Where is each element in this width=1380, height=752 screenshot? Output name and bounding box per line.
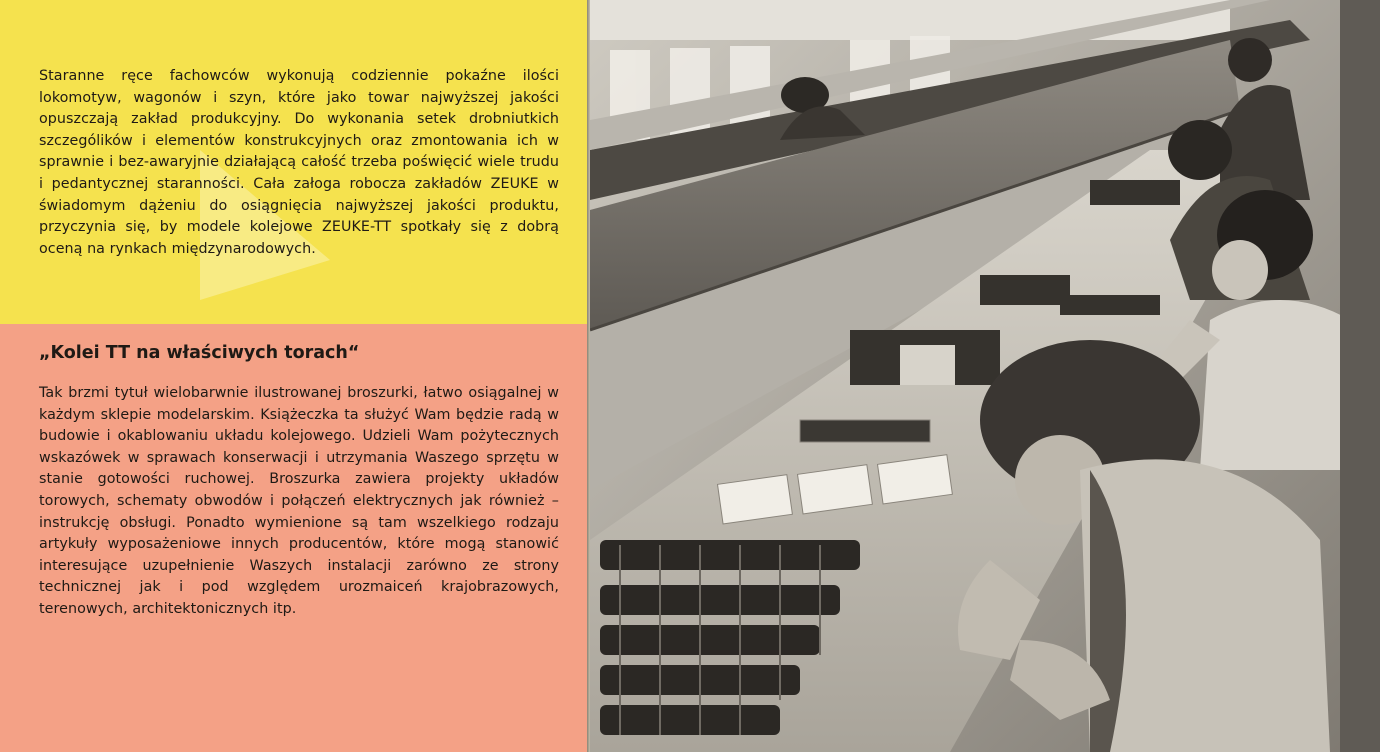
section-heading: „Kolei TT na właściwych torach“ — [39, 343, 360, 363]
brochure-paragraph: Tak brzmi tytuł wielobarwnie ilustrowanej broszurki, łatwo osiągalnej w każdym sklepie modelarskim. Książeczka ta służyć Wam będzie radą w budowie i okablowaniu układu kolejowego. Udzieli Wam pożytecznych wskazówek w sprawach konserwacji i utrzymania Waszego sprzętu w stanie gotowości ruchowej. Broszurka zawiera projekty układów torowych, schematy obwodów i połączeń elektrycznych jak również – instrukcję obsługi. Ponadto wymienione są tam wszelkiego rodzaju artykuły wyposażeniowe innych producentów, które mogą stanowić interesujące uzupełnienie Waszych instalacji zarówno ze strony technicznej jak i pod względem urozmaiceń krajobrazowych, terenowych, architektonicznych itp. — [39, 385, 559, 617]
assembly-line-photo — [590, 0, 1380, 752]
factory-photo-illustration — [590, 0, 1380, 752]
intro-paragraph: Staranne ręce fachowców wykonują codziennie pokaźne ilości lokomotyw, wagonów i szyn, które jako towar najwyższej jakości opuszczają zakład produkcyjny. Do wykonania setek drobniutkich szczególików i elementów konstrukcyjnych oraz zmontowania ich w sprawnie i bez-awaryjnie działającą całość trzeba poświęcić wiele trudu i pedantycznej staranności. Cała załoga robocza zakładów ZEUKE w świadomym dążeniu do osiągnięcia najwyższej jakości produktu, przyczynia się, by modele kolejowe ZEUKE-TT spotkały się z dobrą oceną na rynkach międzynarodowych. — [39, 68, 559, 257]
text-column — [0, 0, 588, 752]
intro-panel — [0, 0, 588, 324]
